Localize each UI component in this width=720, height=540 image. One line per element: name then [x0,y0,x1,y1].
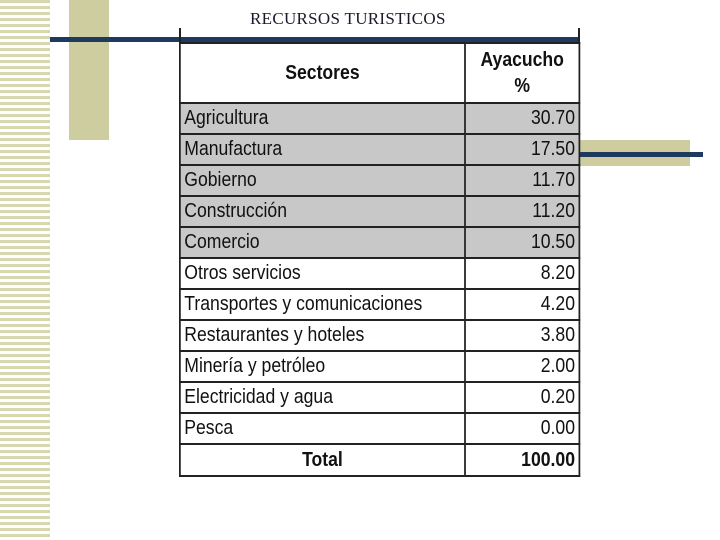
page-title: RECURSOS TURISTICOS [250,9,446,28]
total-label: Total [180,444,465,476]
value-cell: 11.70 [465,165,579,196]
total-value: 100.00 [465,444,579,476]
sector-cell: Electricidad y agua [180,382,465,413]
table-row [180,196,580,227]
sector-table [179,42,580,477]
sector-cell: Manufactura [180,134,465,165]
value-cell: 0.20 [465,382,579,413]
table-row [180,258,580,289]
table-row [180,413,580,444]
sector-cell: Gobierno [180,165,465,196]
decorative-line-right [580,152,703,157]
table-row [180,134,580,165]
table-body [180,103,580,444]
sector-cell: Construcción [180,196,465,227]
table-header-row [180,43,580,103]
value-cell: 10.50 [465,227,579,258]
value-cell: 17.50 [465,134,579,165]
sector-cell: Agricultura [180,103,465,134]
table-total-row [180,444,580,476]
value-cell: 2.00 [465,351,579,382]
sector-cell: Otros servicios [180,258,465,289]
value-cell: 3.80 [465,320,579,351]
value-cell: 0.00 [465,413,579,444]
table-row [180,320,580,351]
decorative-stripes [0,0,50,540]
value-cell: 4.20 [465,289,579,320]
value-cell: 30.70 [465,103,579,134]
value-cell: 8.20 [465,258,579,289]
header-region: Ayacucho [480,49,564,71]
header-ayacucho [465,43,579,103]
table-row [180,103,580,134]
value-cell: 11.20 [465,196,579,227]
sector-cell: Minería y petróleo [180,351,465,382]
table-row [180,289,580,320]
table-row [180,351,580,382]
header-unit: % [514,75,531,97]
header-sectores: Sectores [180,43,465,103]
sector-cell: Comercio [180,227,465,258]
sector-cell: Restaurantes y hoteles [180,320,465,351]
decorative-block-left [69,0,109,140]
table-row [180,227,580,258]
table-row [180,165,580,196]
table-row [180,382,580,413]
sector-cell: Pesca [180,413,465,444]
sector-cell: Transportes y comunicaciones [180,289,465,320]
